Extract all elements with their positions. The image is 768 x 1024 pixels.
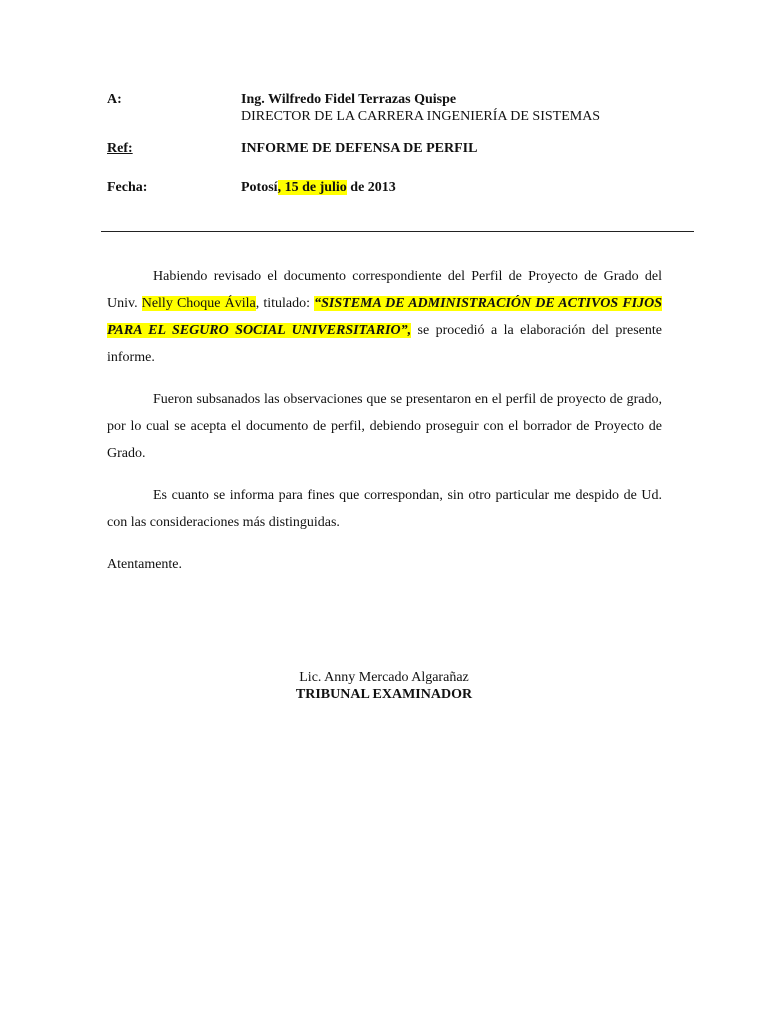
reference-value: INFORME DE DEFENSA DE PERFIL bbox=[241, 141, 478, 156]
closing-salutation: Atentamente. bbox=[107, 557, 183, 572]
date-year: de 2013 bbox=[346, 180, 396, 195]
paragraph-2: Fueron subsanados las observaciones que se presentaron en el perfil de proyecto de grado, por lo cual se acepta el documento de perfil, debiendo proseguir con el borrador de Proyecto de Grado. bbox=[107, 392, 662, 461]
date-highlight: , 15 de julio bbox=[277, 180, 347, 195]
reference-label: Ref: bbox=[107, 141, 133, 156]
paragraph-1-intro: Habiendo revisado el documento correspondiente del Perfil de Proyecto de Grado del Univ. bbox=[107, 269, 662, 311]
student-name: Nelly Choque Ávila bbox=[141, 296, 256, 311]
paragraph-3: Es cuanto se informa para fines que correspondan, sin otro particular me despido de Ud. con las consideraciones más distinguidas. bbox=[107, 488, 662, 530]
date-value bbox=[241, 180, 396, 196]
header-divider bbox=[101, 231, 694, 232]
signature-block bbox=[0, 669, 768, 703]
recipient-position: DIRECTOR DE LA CARRERA INGENIERÍA DE SISTEMAS bbox=[241, 109, 601, 124]
signer-title: TRIBUNAL EXAMINADOR bbox=[295, 687, 473, 702]
paragraph-1 bbox=[107, 263, 662, 371]
project-title: “SISTEMA DE ADMINISTRACIÓN DE ACTIVOS FIJOS PARA EL SEGURO SOCIAL UNIVERSITARIO”, bbox=[107, 296, 663, 338]
recipient-label: A: bbox=[107, 92, 122, 107]
signer-name: Lic. Anny Mercado Algarañaz bbox=[299, 670, 469, 685]
recipient-name: Ing. Wilfredo Fidel Terrazas Quispe bbox=[241, 92, 457, 107]
paragraph-1-end: se procedió a la elaboración del presente informe. bbox=[107, 323, 662, 365]
paragraph-1-titled: , titulado: bbox=[255, 296, 315, 311]
date-city: Potosí bbox=[241, 180, 278, 195]
date-label: Fecha: bbox=[107, 180, 148, 195]
